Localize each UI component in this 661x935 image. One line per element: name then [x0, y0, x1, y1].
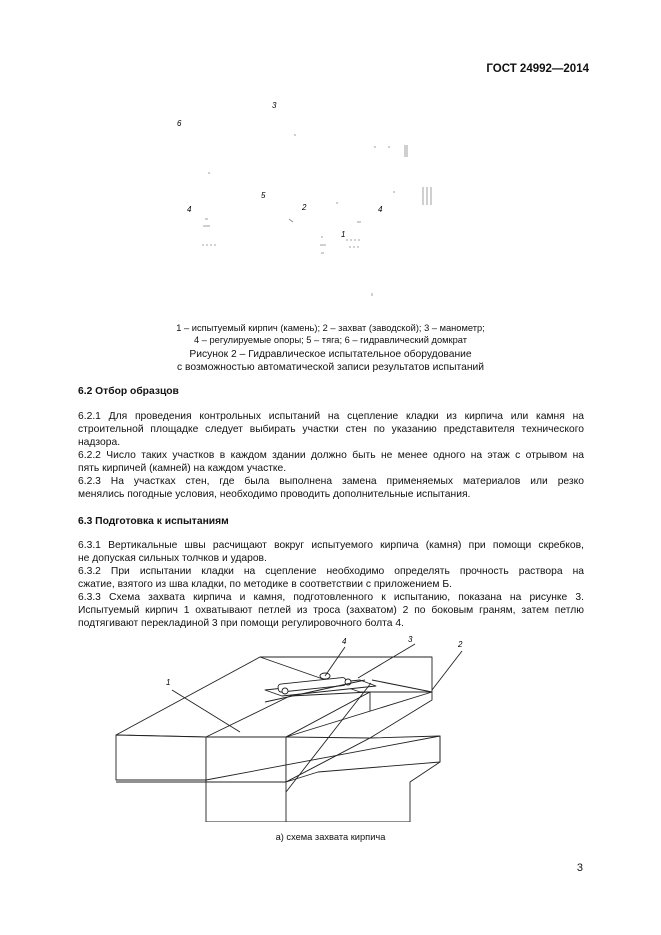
para-line: 6.2.1 Для проведения контрольных испытаний на сцепление кладки из кирпича или камня на: [78, 411, 584, 422]
label-5: 5: [261, 191, 266, 200]
label-2: 2: [302, 203, 307, 212]
para-line: строительной площадке следует выбирать участки стен по указанию представителя технического: [78, 424, 584, 436]
fig3-label-2: 2: [458, 640, 463, 649]
para-line: сжатие, взятого из шва кладки, по методике в соответствии с приложением Б.: [78, 579, 452, 591]
paragraph-6-2-3: [78, 475, 584, 501]
paragraph-6-3-1: [78, 539, 584, 565]
label-4-right: 4: [378, 205, 383, 214]
brick-grip-figure: [110, 632, 560, 822]
figure3-subcaption: а) схема захвата кирпича: [275, 832, 386, 842]
equipment-drawing: [150, 95, 450, 310]
figure2-title-line-1: Рисунок 2 – Гидравлическое испытательное оборудование: [189, 349, 472, 360]
para-line: надзора.: [78, 437, 121, 449]
para-line: 6.2.2 Число таких участков в каждом здании должно быть не менее одного на этаж с отрывом на: [78, 450, 584, 461]
faint-drawing-marks: [202, 135, 431, 296]
para-line: пять кирпичей (камней) на каждом участке.: [78, 463, 287, 475]
page-number: 3: [576, 862, 583, 874]
label-1: 1: [341, 230, 346, 239]
label-4-left: 4: [187, 205, 192, 214]
figure2-title: [0, 348, 661, 374]
para-line: не допуская сильных толчков и ударов.: [78, 553, 267, 565]
para-line: менялись погодные условия, необходимо проводить дополнительные испытания.: [78, 489, 471, 501]
equipment-figure: [150, 95, 450, 310]
figure2-legend: [0, 322, 661, 346]
label-6: 6: [177, 119, 182, 128]
figure2-title-line-2: с возможностью автоматической записи результатов испытаний: [176, 362, 485, 373]
legend-line-2: 4 – регулируемые опоры; 5 – тяга; 6 – гидравлический домкрат: [194, 335, 467, 345]
brick-grip-drawing: [110, 632, 560, 822]
section-6-2-heading: 6.2 Отбор образцов: [78, 386, 179, 397]
paragraph-6-2-2: [78, 449, 584, 475]
paragraph-6-3-2: [78, 565, 584, 591]
test-brick-front: [206, 737, 286, 782]
left-course-front: [116, 735, 206, 780]
fig3-label-1: 1: [166, 678, 171, 687]
para-line: 6.3.2 При испытании кладки на сцепление необходимо определять прочность раствора на: [78, 566, 584, 577]
grip-hole-left: [282, 688, 288, 694]
paragraph-6-3-3: [78, 591, 584, 631]
legend-line-1: 1 – испытуемый кирпич (камень); 2 – захват (заводской); 3 – манометр;: [176, 323, 485, 333]
leader-2: [432, 651, 462, 690]
para-line: Испытуемый кирпич 1 охватывают петлей из троса (захватом) 2 по боковым граням, затем петлю: [78, 605, 584, 617]
para-line: 6.3.3 Схема захвата кирпича и камня, подготовленного к испытанию, показана на рисунке 3.: [78, 592, 584, 603]
para-line: подтягивают перекладиной 3 при помощи регулировочного болта 4.: [78, 618, 404, 630]
standard-header: ГОСТ 24992—2014: [486, 63, 589, 75]
section-6-3-heading: 6.3 Подготовка к испытаниям: [78, 516, 229, 527]
fig3-label-4: 4: [342, 637, 347, 646]
para-line: 6.2.3 На участках стен, где была выполнена замена применяемых материалов или резко: [78, 476, 584, 487]
paragraph-6-2-1: [78, 410, 584, 450]
label-3: 3: [272, 101, 277, 110]
fig3-label-3: 3: [408, 635, 413, 644]
para-line: 6.3.1 Вертикальные швы расчищают вокруг испытуемого кирпича (камня) при помощи скребков,: [78, 540, 584, 551]
